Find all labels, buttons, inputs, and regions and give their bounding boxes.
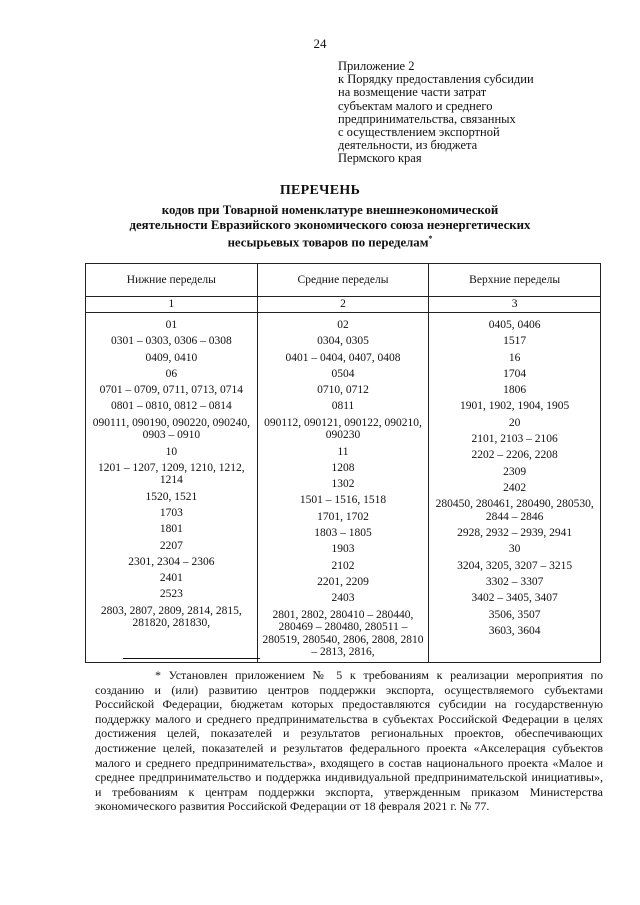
appendix-line: Приложение 2 (338, 59, 415, 73)
footnote-text: * Установлен приложением № 5 к требованиям к реализации мероприятия по созданию и (или) развитию центров поддержки экспорта, осуществляемого субъектами Российской Федерации, бюджетам которых предоставляются субсидии на государственную поддержку малого и среднего предпринимательства в субъектах Российской Федерации в целях достижения целей, показателей и результатов региональных проектов, обеспечивающих достижение целей, показателей и результатов федерального проекта «Акселерация субъектов малого и среднего предпринимательства», входящего в состав национального проекта «Малое и среднее предпринимательство и поддержка индивидуальной предпринимательской инициативы», и требованиям к центрам поддержки экспорта, утвержденным приказом Министерства экономического развития Российской Федерации от 18 февраля 2021 г. № 77. (95, 668, 603, 814)
code-entry: 2801, 2802, 280410 – 280440, 280469 – 280480, 280511 – 280519, 280540, 2806, 2808, 2810 – 2813, 2816, (262, 608, 424, 659)
appendix-line: к Порядку предоставления субсидии (338, 72, 534, 87)
code-entry: 0801 – 0810, 0812 – 0814 (110, 400, 232, 413)
code-entry: 0504 (331, 367, 355, 380)
codes-table (85, 263, 601, 663)
code-entry: 3204, 3205, 3207 – 3215 (457, 559, 573, 572)
code-entry: 0811 (331, 400, 355, 413)
table-body-row (86, 313, 601, 663)
code-entry: 0401 – 0404, 0407, 0408 (285, 351, 401, 364)
code-entry: 20 (508, 416, 521, 429)
code-entry: 1901, 1902, 1904, 1905 (460, 400, 570, 413)
code-entry: 2301, 2304 – 2306 (128, 555, 215, 568)
code-entry: 3302 – 3307 (485, 575, 544, 588)
code-entry: 3402 – 3405, 3407 (471, 592, 558, 605)
code-entry: 090112, 090121, 090122, 090210, 090230 (264, 416, 422, 442)
lower-column-cell (86, 313, 258, 663)
footnote-mark: * (428, 234, 433, 243)
code-entry: 1803 – 1805 (314, 527, 372, 540)
code-entry: 1703 (159, 506, 183, 519)
code-entry: 30 (508, 543, 521, 556)
code-entry: 0701 – 0709, 0711, 0713, 0714 (99, 384, 243, 397)
table-header-row (86, 264, 601, 297)
code-entry: 0409, 0410 (145, 351, 198, 364)
code-entry: 0304, 0305 (317, 335, 369, 348)
column-header-lower: Нижние переделы (86, 264, 258, 297)
code-entry: 1517 (503, 335, 527, 348)
code-entry: 10 (165, 445, 178, 458)
column-number: 3 (429, 297, 601, 313)
code-entry: 2402 (503, 481, 527, 494)
code-entry: 2803, 2807, 2809, 2814, 2815, 281820, 281830, (100, 604, 242, 630)
code-entry: 2403 (331, 592, 355, 605)
code-entry: 1903 (331, 543, 355, 556)
document-subtitle (90, 203, 570, 250)
appendix-line: Пермского края (338, 151, 422, 166)
appendix-line: деятельности, из бюджета (338, 138, 478, 153)
code-entry: 1701, 1702 (317, 510, 369, 523)
code-entry: 1208 (331, 461, 355, 474)
column-header-upper: Верхние переделы (429, 264, 601, 297)
footnote (95, 668, 603, 814)
code-entry: 1501 – 1516, 1518 (299, 494, 387, 507)
appendix-line: с осуществлением экспортной (338, 125, 500, 140)
upper-column-cell (429, 313, 601, 663)
code-entry: 16 (508, 351, 521, 364)
code-entry: 3603, 3604 (488, 624, 541, 637)
document-title: ПЕРЕЧЕНЬ (279, 183, 361, 198)
appendix-line: предпринимательства, связанных (338, 111, 516, 126)
code-entry: 1704 (503, 367, 527, 380)
page-number: 24 (313, 36, 327, 51)
middle-column-cell (257, 313, 429, 663)
code-entry: 0301 – 0303, 0306 – 0308 (110, 335, 232, 348)
code-entry: 2202 – 2206, 2208 (471, 449, 558, 462)
column-header-middle: Средние переделы (257, 264, 429, 297)
subtitle-line: кодов при Товарной номенклатуре внешнеэкономической (161, 203, 499, 217)
table-number-row (86, 297, 601, 313)
subtitle-line-text: несырьевых товаров по переделам (227, 235, 429, 250)
code-entry: 2207 (159, 539, 183, 552)
code-entry: 01 (165, 319, 178, 331)
code-entry: 2523 (159, 588, 183, 601)
code-entry: 11 (337, 445, 349, 458)
code-entry: 2101, 2103 – 2106 (471, 433, 558, 446)
code-entry: 2201, 2209 (317, 575, 369, 588)
code-entry: 0405, 0406 (488, 319, 541, 331)
code-entry: 1302 (331, 478, 355, 491)
code-entry: 0710, 0712 (317, 384, 369, 397)
appendix-note (338, 60, 598, 166)
subtitle-line: деятельности Евразийского экономического союза неэнергетических (129, 217, 531, 232)
column-number: 2 (257, 297, 429, 313)
code-entry: 06 (165, 367, 178, 380)
code-entry: 1806 (503, 384, 527, 397)
code-entry: 1801 (159, 523, 183, 536)
code-entry: 2401 (159, 572, 183, 585)
code-entry: 1201 – 1207, 1209, 1210, 1212, 1214 (98, 461, 245, 487)
appendix-line: субъектам малого и среднего (338, 98, 493, 113)
column-number: 1 (86, 297, 258, 313)
appendix-line: на возмещение части затрат (338, 85, 487, 100)
code-entry: 2309 (503, 465, 527, 478)
code-entry: 3506, 3507 (488, 608, 541, 621)
subtitle-line (90, 232, 570, 250)
code-entry: 02 (337, 319, 349, 331)
code-entry: 1520, 1521 (145, 490, 198, 503)
code-entry: 090111, 090190, 090220, 090240, 0903 – 0910 (92, 416, 250, 442)
code-entry: 2928, 2932 – 2939, 2941 (457, 527, 573, 540)
footnote-divider (123, 658, 260, 659)
code-entry: 2102 (331, 559, 355, 572)
code-entry: 280450, 280461, 280490, 280530, 2844 – 2846 (435, 498, 594, 523)
